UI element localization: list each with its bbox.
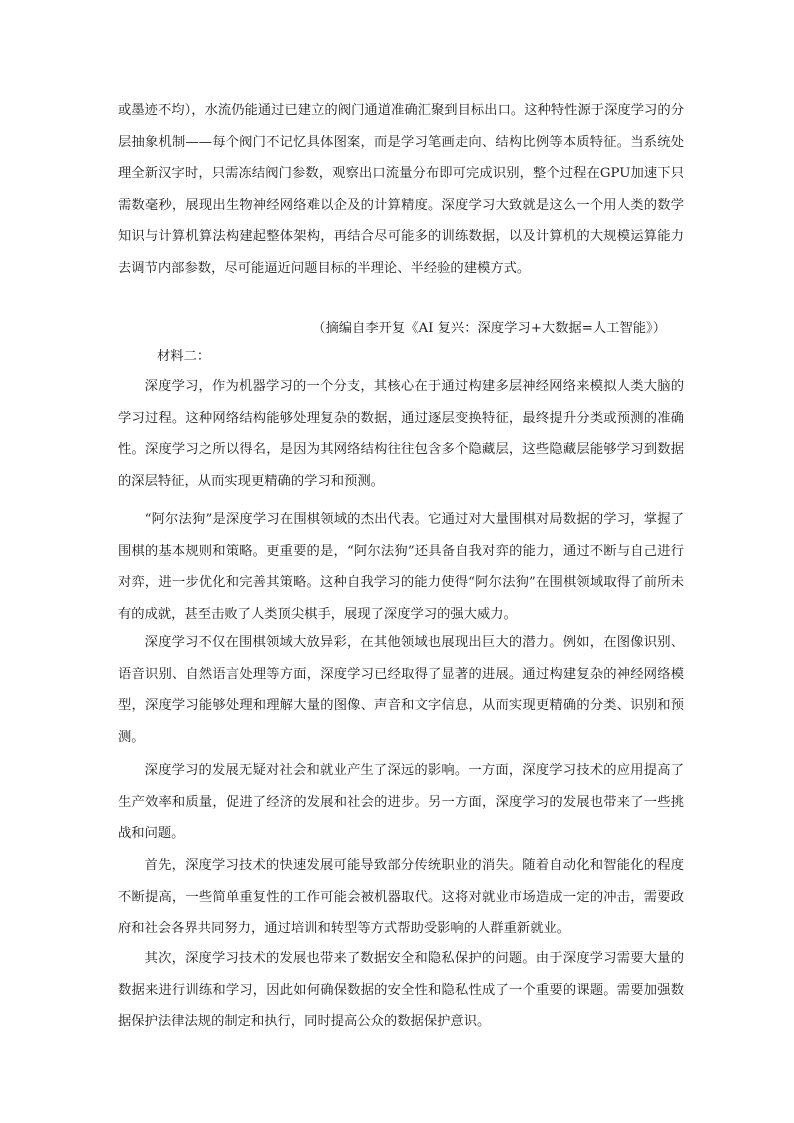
body-paragraph-7: 其次，深度学习技术的发展也带来了数据安全和隐私保护的问题。由于深度学习需要大量的数据来进行训练和学习，因此如何确保数据的安全性和隐私性成了一个重要的课题。需要加强数据保护法律法规的制定和执行，同时提高公众的数据保护意识。 — [118, 951, 684, 1030]
section-heading: 材料二： — [157, 349, 211, 364]
body-paragraph-3: “阿尔法狗”是深度学习在围棋领域的杰出代表。它通过对大量围棋对局数据的学习，掌握了围棋的基本规则和策略。更重要的是，“阿尔法狗”还具备自我对弈的能力，通过不断与自己进行对弈，进一步优化和完善其策略。这种自我学习的能力使得“阿尔法狗”在围棋领域取得了前所未有的成就，甚至击败了人类顶尖棋手，展现了深度学习的强大威力。 — [118, 512, 684, 622]
body-paragraph-4: 深度学习不仅在围棋领域大放异彩，在其他领域也展现出巨大的潜力。例如，在图像识别、语音识别、自然语言处理等方面，深度学习已经取得了显著的进展。通过构建复杂的神经网络模型，深度学习能够处理和理解大量的图像、声音和文字信息，从而实现更精确的分类、识别和预测。 — [118, 635, 684, 745]
body-paragraph-2: 深度学习，作为机器学习的一个分支，其核心在于通过构建多层神经网络来模拟人类大脑的学习过程。这种网络结构能够处理复杂的数据，通过逐层变换特征，最终提升分类或预测的准确性。深度学习之所以得名，是因为其网络结构往往包含多个隐藏层，这些隐藏层能够学习到数据的深层特征，从而实现更精确的学习和预测。 — [118, 379, 684, 489]
body-paragraph-1: 或墨迹不均），水流仍能通过已建立的阀门通道准确汇聚到目标出口。这种特性源于深度学习的分层抽象机制——每个阀门不记忆具体图案，而是学习笔画走向、结构比例等本质特征。当系统处理全新汉字时，只需冻结阀门参数，观察出口流量分布即可完成识别，整个过程在GPU加速下只需数毫秒，展现出生物神经网络难以企及的计算精度。深度学习大致就是这么一个用人类的数学知识与计算机算法构建起整体架构，再结合尽可能多的训练数据，以及计算机的大规模运算能力去调节内部参数，尽可能逼近问题目标的半理论、半经验的建模方式。 — [118, 103, 684, 276]
body-paragraph-6: 首先，深度学习技术的快速发展可能导致部分传统职业的消失。随着自动化和智能化的程度不断提高，一些简单重复性的工作可能会被机器取代。这将对就业市场造成一定的冲击，需要政府和社会各界共同努力，通过培训和转型等方式帮助受影响的人群重新就业。 — [118, 858, 684, 937]
body-paragraph-5: 深度学习的发展无疑对社会和就业产生了深远的影响。一方面，深度学习技术的应用提高了生产效率和质量，促进了经济的发展和社会的进步。另一方面，深度学习的发展也带来了一些挑战和问题。 — [118, 763, 684, 842]
source-citation: （摘编自李开复《AI 复兴：深度学习+大数据=人工智能》） — [312, 321, 666, 336]
